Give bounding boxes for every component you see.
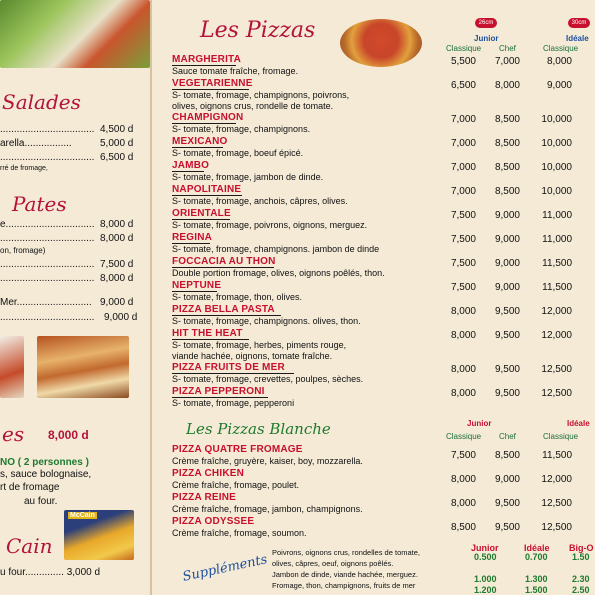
cain-title: Cain [6,534,53,558]
price-junior-chef: 9,500 [494,364,520,375]
pizza-name: MARGHERITA [172,54,242,65]
pizza-description: olives, oignons crus, rondelle de tomate. [172,101,334,111]
supplement-label: olives, câpres, oeuf, oignons poêlés. [272,559,394,568]
pizza-name: CHAMPIGNON [172,112,244,123]
pates-row-6-label: Mer........................... [0,297,92,308]
price-junior-chef: 9,000 [494,234,520,245]
pizza-name: JAMBO [172,160,210,171]
supplement-label: Fromage, thon, champignons, fruits de mer [272,581,416,590]
blanche-classique-header: Classique [446,432,482,441]
blanche-pizza-description: Crème fraîche, fromage, poulet. [172,480,300,490]
pizza-description: Double portion fromage, olives, oignons poêlés, thon. [172,268,385,278]
promo-line-1: NO ( 2 personnes ) [0,457,89,468]
ideale-size-badge: 30cm [568,18,590,28]
supplement-junior-price: 1.000 [474,574,497,584]
pates-row-7-dots: .................................. [0,312,95,323]
mccain-logo: McCain [70,512,95,519]
price-junior-chef: 9,500 [494,498,520,509]
blanche-pizza-description: Crème fraîche, gruyère, kaiser, boy, mozzarella. [172,456,363,466]
pizza-description: viande hachée, oignons, tomate fraîche. [172,351,333,361]
pizza-description: S- tomate, fromage, jambon de dinde. [172,172,324,182]
pates-row-3-label: on, fromage) [0,246,46,255]
price-junior-chef: 8,500 [494,114,520,125]
supplement-junior-price: 1.200 [474,585,497,595]
supp-col-ideale: Idéale [524,543,550,553]
price-junior-classique: 7,000 [450,162,476,173]
salade-row-3-dots: .................................. [0,152,95,163]
pizza-name: HIT THE HEAT [172,328,243,339]
lasagna-photo [37,336,129,398]
pizza-description: S- tomate, fromage, champignons, poivrons, [172,90,350,100]
blanche-pizza-name: PIZZA REINE [172,492,237,503]
pizza-name: FOCCACIA AU THON [172,256,276,267]
pizza-description: S- tomate, fromage, thon, olives. [172,292,303,302]
pizza-name: VEGETARIENNE [172,78,253,89]
promo-line-2: s, sauce bolognaise, [0,469,92,480]
price-junior-chef: 9,000 [494,474,520,485]
supplement-big-price: 2.30 [572,574,590,584]
price-junior-classique: 5,500 [450,56,476,67]
es-title: es [2,422,25,446]
price-ideale-classique: 11,000 [542,234,572,245]
classique-header: Classique [446,44,482,53]
blanche-pizza-description: Crème fraîche, fromage, jambon, champignons. [172,504,363,514]
pates-row-2-price: 8,000 d [100,233,134,244]
salade-row-3-price: 6,500 d [100,152,134,163]
salade-row-1-price: 4,500 d [100,124,134,135]
price-junior-classique: 7,500 [450,234,476,245]
pasta-photo-left [0,336,24,398]
price-ideale-classique: 12,500 [541,522,572,533]
price-ideale-classique: 12,000 [541,306,572,317]
supp-col-big: Big-O [569,543,594,553]
price-junior-chef: 9,500 [494,306,520,317]
pates-row-5-dots: .................................. [0,273,95,284]
price-ideale-classique: 8,000 [546,56,572,67]
price-junior-classique: 7,000 [450,114,476,125]
price-ideale-classique: 12,000 [541,474,572,485]
es-price: 8,000 d [48,428,89,442]
pizza-description: S- tomate, fromage, champignons. olives, thon. [172,316,361,326]
pizza-description: S- tomate, fromage, anchois, câpres, olives. [172,196,348,206]
price-ideale-classique: 9,000 [546,80,572,91]
pates-row-6-price: 9,000 d [100,297,134,308]
price-junior-chef: 7,000 [494,56,520,67]
salade-row-2-label: arella................. [0,138,72,149]
pizza-description: S- tomate, fromage, crevettes, poulpes, sèches. [172,374,364,384]
price-junior-chef: 8,500 [494,450,520,461]
pizzas-title: Les Pizzas [200,18,316,43]
pizza-name: PIZZA BELLA PASTA [172,304,275,315]
junior-size-badge: 26cm [475,18,497,28]
blanche-ideale-header: Idéale [567,419,590,428]
price-ideale-classique: 11,500 [542,258,572,269]
supplement-label: Poivrons, oignons crus, rondelles de tomate, [272,548,420,557]
pizza-description: S- tomate, fromage, champignons. jambon de dinde [172,244,380,254]
price-junior-chef: 9,000 [494,210,520,221]
promo-line-3: rt de fromage [0,482,60,493]
pizza-description: S- tomate, fromage, poivrons, oignons, merguez. [172,220,368,230]
price-junior-classique: 8,500 [450,522,476,533]
pates-row-2-dots: .................................. [0,233,95,244]
pizza-description: Sauce tomate fraîche, fromage. [172,66,299,76]
price-junior-classique: 7,500 [450,258,476,269]
supplement-big-price: 1.50 [572,552,590,562]
pizza-name: NAPOLITAINE [172,184,242,195]
cain-line: u four.............. 3,000 d [0,567,101,578]
pizza-description: S- tomate, fromage, herbes, piments rouge, [172,340,347,350]
price-junior-chef: 8,500 [494,186,520,197]
pizza-name: NEPTUNE [172,280,222,291]
price-ideale-classique: 10,000 [541,186,572,197]
blanche-pizza-description: Crème fraîche, fromage, soumon. [172,528,307,538]
supplement-junior-price: 0.500 [474,552,497,562]
price-junior-classique: 8,000 [450,364,476,375]
pates-row-4-dots: .................................. [0,259,95,270]
supplement-ideale-price: 1.300 [525,574,548,584]
pizza-description: S- tomate, fromage, pepperoni [172,398,295,408]
supplement-ideale-price: 1.500 [525,585,548,595]
price-ideale-classique: 12,500 [541,364,572,375]
price-junior-chef: 8,500 [494,162,520,173]
column-divider [150,0,152,595]
price-junior-classique: 7,000 [450,186,476,197]
price-ideale-classique: 12,500 [541,388,572,399]
pizza-description: S- tomate, fromage, champignons. [172,124,311,134]
supplement-label: Jambon de dinde, viande hachée, merguez. [272,570,418,579]
pates-row-1-label: e................................ [0,219,95,230]
price-junior-classique: 7,500 [450,282,476,293]
junior-header: Junior [474,34,499,43]
price-ideale-classique: 11,500 [542,450,572,461]
pizza-name: PIZZA FRUITS DE MER [172,362,285,373]
price-junior-classique: 7,500 [450,210,476,221]
price-junior-chef: 8,500 [494,138,520,149]
pizza-photo [340,19,422,67]
salade-row-1-dots: .................................. [0,124,95,135]
price-junior-chef: 9,500 [494,330,520,341]
price-junior-classique: 8,000 [450,330,476,341]
price-junior-classique: 8,000 [450,306,476,317]
pizza-name: REGINA [172,232,213,243]
price-junior-classique: 7,500 [450,450,476,461]
salades-title: Salades [2,90,81,114]
salade-note: rré de fromage, [0,165,48,172]
price-junior-chef: 9,000 [494,282,520,293]
price-ideale-classique: 10,000 [541,162,572,173]
pizza-name: ORIENTALE [172,208,231,219]
price-junior-chef: 8,000 [494,80,520,91]
price-ideale-classique: 11,500 [542,282,572,293]
price-junior-classique: 8,000 [450,498,476,509]
pates-row-1-price: 8,000 d [100,219,134,230]
price-ideale-classique: 12,000 [541,330,572,341]
price-junior-chef: 9,000 [494,258,520,269]
price-junior-classique: 6,500 [450,80,476,91]
blanche-pizza-name: PIZZA ODYSSEE [172,516,255,527]
price-ideale-classique: 10,000 [541,138,572,149]
supplements-title: Suppléments [181,552,269,585]
chef-header: Chef [499,44,516,53]
price-ideale-classique: 12,500 [541,498,572,509]
price-ideale-classique: 11,000 [542,210,572,221]
blanche-title: Les Pizzas Blanche [186,420,331,438]
blanche-pizza-name: PIZZA CHIKEN [172,468,245,479]
ideale-header: Idéale [566,34,589,43]
price-junior-classique: 8,000 [450,388,476,399]
pizza-description: S- tomate, fromage, boeuf épicé. [172,148,304,158]
price-junior-chef: 9,500 [494,388,520,399]
price-ideale-classique: 10,000 [541,114,572,125]
pates-title: Pates [12,192,67,216]
blanche-pizza-name: PIZZA QUATRE FROMAGE [172,444,303,455]
promo-line-4: au four. [24,496,58,507]
pates-row-5-price: 8,000 d [100,273,134,284]
pizza-name: MEXICANO [172,136,228,147]
pates-row-7-price: 9,000 d [104,312,138,323]
salad-photo [0,0,150,68]
price-junior-classique: 7,000 [450,138,476,149]
blanche-classique2-header: Classique [543,432,579,441]
pates-row-4-price: 7,500 d [100,259,134,270]
pizza-name: PIZZA PEPPERONI [172,386,265,397]
price-junior-chef: 9,500 [494,522,520,533]
blanche-junior-header: Junior [467,419,492,428]
blanche-chef-header: Chef [499,432,516,441]
supp-col-junior: Junior [471,543,499,553]
supplement-ideale-price: 0.700 [525,552,548,562]
salade-row-2-price: 5,000 d [100,138,134,149]
supplement-big-price: 2.50 [572,585,590,595]
classique2-header: Classique [543,44,579,53]
price-junior-classique: 8,000 [450,474,476,485]
